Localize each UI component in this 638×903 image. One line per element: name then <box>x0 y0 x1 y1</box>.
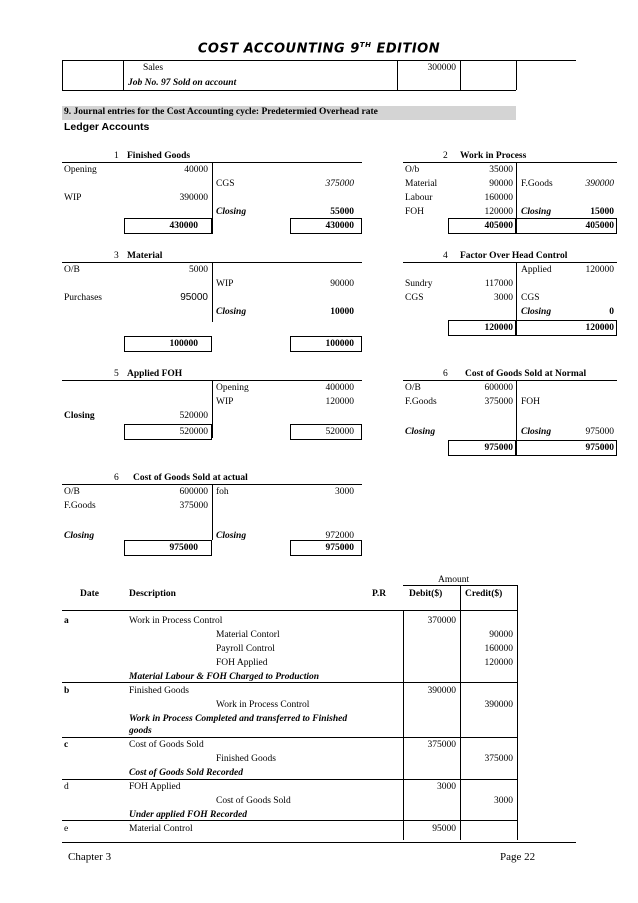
ledger-number: 5 <box>114 369 119 379</box>
ledger-title: Cost of Goods Sold at actual <box>133 473 248 483</box>
ledger-title: Factor Over Head Control <box>460 251 568 261</box>
page-header-title: COST ACCOUNTING 9TH EDITION <box>197 41 441 57</box>
col-pr: P.R <box>372 589 387 599</box>
ledger-title: Applied FOH <box>127 369 183 379</box>
ledger-title: Material <box>127 251 163 261</box>
ledger-number: 6 <box>114 473 119 483</box>
col-credit: Credit($) <box>465 589 503 599</box>
ledger-number: 4 <box>443 251 448 261</box>
entry-b-date: b <box>64 686 70 696</box>
col-description: Description <box>129 589 176 599</box>
footer-rule <box>62 842 576 843</box>
sales-amount: 300000 <box>427 63 456 73</box>
ledger-number: 3 <box>114 251 119 261</box>
ledger-number: 1 <box>114 151 119 161</box>
entry-d-date: d <box>64 782 69 792</box>
footer-page: Page 22 <box>500 851 536 863</box>
entry-a-date: a <box>64 616 69 626</box>
footer-chapter: Chapter 3 <box>68 851 112 863</box>
col-date: Date <box>80 589 99 599</box>
amount-header: Amount <box>438 575 470 585</box>
section-heading: 9. Journal entries for the Cost Accounting cycle: Predetermied Overhead rate <box>64 107 378 117</box>
col-debit: Debit($) <box>409 589 443 599</box>
top-table-border <box>62 60 63 90</box>
ledger-title: Finished Goods <box>127 151 191 161</box>
entry-c-date: c <box>64 740 69 750</box>
ledger-number: 2 <box>443 151 448 161</box>
ledger-title: Cost of Goods Sold at Normal <box>465 369 587 379</box>
job-note: Job No. 97 Sold on account <box>128 78 237 88</box>
ledger-title: Work in Process <box>460 151 527 161</box>
ledger-number: 6 <box>443 369 448 379</box>
entry-e-date: e <box>64 824 69 834</box>
sales-label: Sales <box>143 63 164 73</box>
header-rule <box>62 60 576 61</box>
ledger-accounts-heading: Ledger Accounts <box>64 121 150 133</box>
